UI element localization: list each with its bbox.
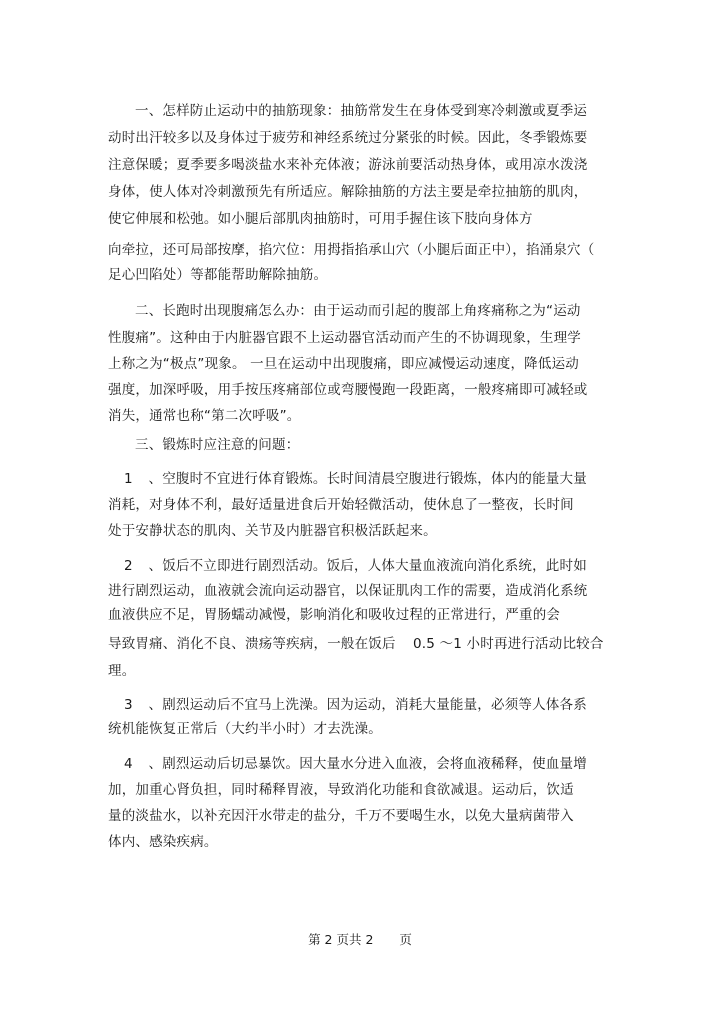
list-item-number: 2 [124,558,133,574]
paragraph-line: 0.5 ～1 小时再进行活动比较合 [413,636,604,652]
paragraph-line: 使它伸展和松弛。如小腿后部肌肉抽筋时，可用手握住该下肢向身体方 [108,211,533,227]
page-number-suffix: 页 [399,932,412,947]
paragraph-line: 血液供应不足，胃肠蠕动减慢，影响消化和吸收过程的正常进行，严重的会 [108,607,561,623]
list-item-first-line [124,470,587,488]
paragraph-line: 动时出汗较多以及身体过于疲劳和神经系统过分紧张的时候。因此，冬季锻炼要 [108,130,588,146]
list-item-number: 3 [124,697,133,713]
paragraph-line: 消耗，对身体不利，最好适量进食后开始轻微活动，使休息了一整夜，长时间 [108,497,574,513]
paragraph-line: 、空腹时不宜进行体育锻炼。长时间清晨空腹进行锻炼，体内的能量大量 [148,471,587,487]
paragraph-line: 理。 [108,663,136,679]
paragraph-line: 足心凹陷处）等都能帮助解除抽筋。 [108,267,328,283]
paragraph-line: 消失，通常也称“第二次呼吸”。 [108,408,301,424]
paragraph-line: 加，加重心肾负担，同时稀释胃液，导致消化功能和食欲减退。运动后，饮适 [108,782,574,798]
list-item-first-line [124,557,587,575]
paragraph-line: 、剧烈运动后不宜马上洗澡。因为运动，消耗大量能量，必须等人体各系 [148,697,587,713]
paragraph-line: 处于安静状态的肌肉、关节及内脏器官积极活跃起来。 [108,523,437,539]
paragraph-line: 强度，加深呼吸，用手按压疼痛部位或弯腰慢跑一段距离，一般疼痛即可减轻或 [108,382,588,398]
list-item-number: 1 [124,471,133,487]
paragraph-line: 注意保暖；夏季要多喝淡盐水来补充体液；游泳前要活动热身体，或用凉水泼浇 [108,157,588,173]
paragraph-line: 一、怎样防止运动中的抽筋现象：抽筋常发生在身体受到寒冷刺激或夏季运 [135,103,588,119]
paragraph-line: 二、长跑时出现腹痛怎么办：由于运动而引起的腹部上角疼痛称之为“运动 [135,303,581,319]
paragraph-line: 、剧烈运动后切忌暴饮。因大量水分进入血液，会将血液稀释，使血量增 [148,756,587,772]
paragraph-line: 性腹痛”。这种由于内脏器官跟不上运动器官活动而产生的不协调现象，生理学 [108,330,581,346]
paragraph-line: 体内、感染疾病。 [108,834,218,850]
paragraph-line: 向牵拉，还可局部按摩，掐穴位：用拇指掐承山穴（小腿后面正中），掐涌泉穴（ [108,242,595,258]
list-item-first-line [124,755,587,773]
page-footer [0,930,720,948]
section-heading: 三、锻炼时应注意的问题： [135,437,300,453]
paragraph-line: 、饭后不立即进行剧烈活动。饭后，人体大量血液流向消化系统，此时如 [148,558,587,574]
paragraph-line: 统机能恢复正常后（大约半小时）才去洗澡。 [108,721,382,737]
list-item-first-line [124,696,587,714]
paragraph-line: 上称之为“极点”现象。 一旦在运动中出现腹痛，即应减慢运动速度，降低运动 [108,356,579,372]
paragraph-line: 导致胃痛、消化不良、溃疡等疾病，一般在饭后 [108,636,396,652]
paragraph-line: 身体，使人体对冷刺激预先有所适应。解除抽筋的方法主要是牵拉抽筋的肌肉， [108,184,588,200]
paragraph-line: 量的淡盐水，以补充因汗水带走的盐分，千万不要喝生水，以免大量病菌带入 [108,808,574,824]
page-number-label: 第 2 页共 2 [308,932,374,947]
paragraph-line: 进行剧烈运动，血液就会流向运动器官，以保证肌肉工作的需要，造成消化系统 [108,583,588,599]
list-item-number: 4 [124,756,133,772]
